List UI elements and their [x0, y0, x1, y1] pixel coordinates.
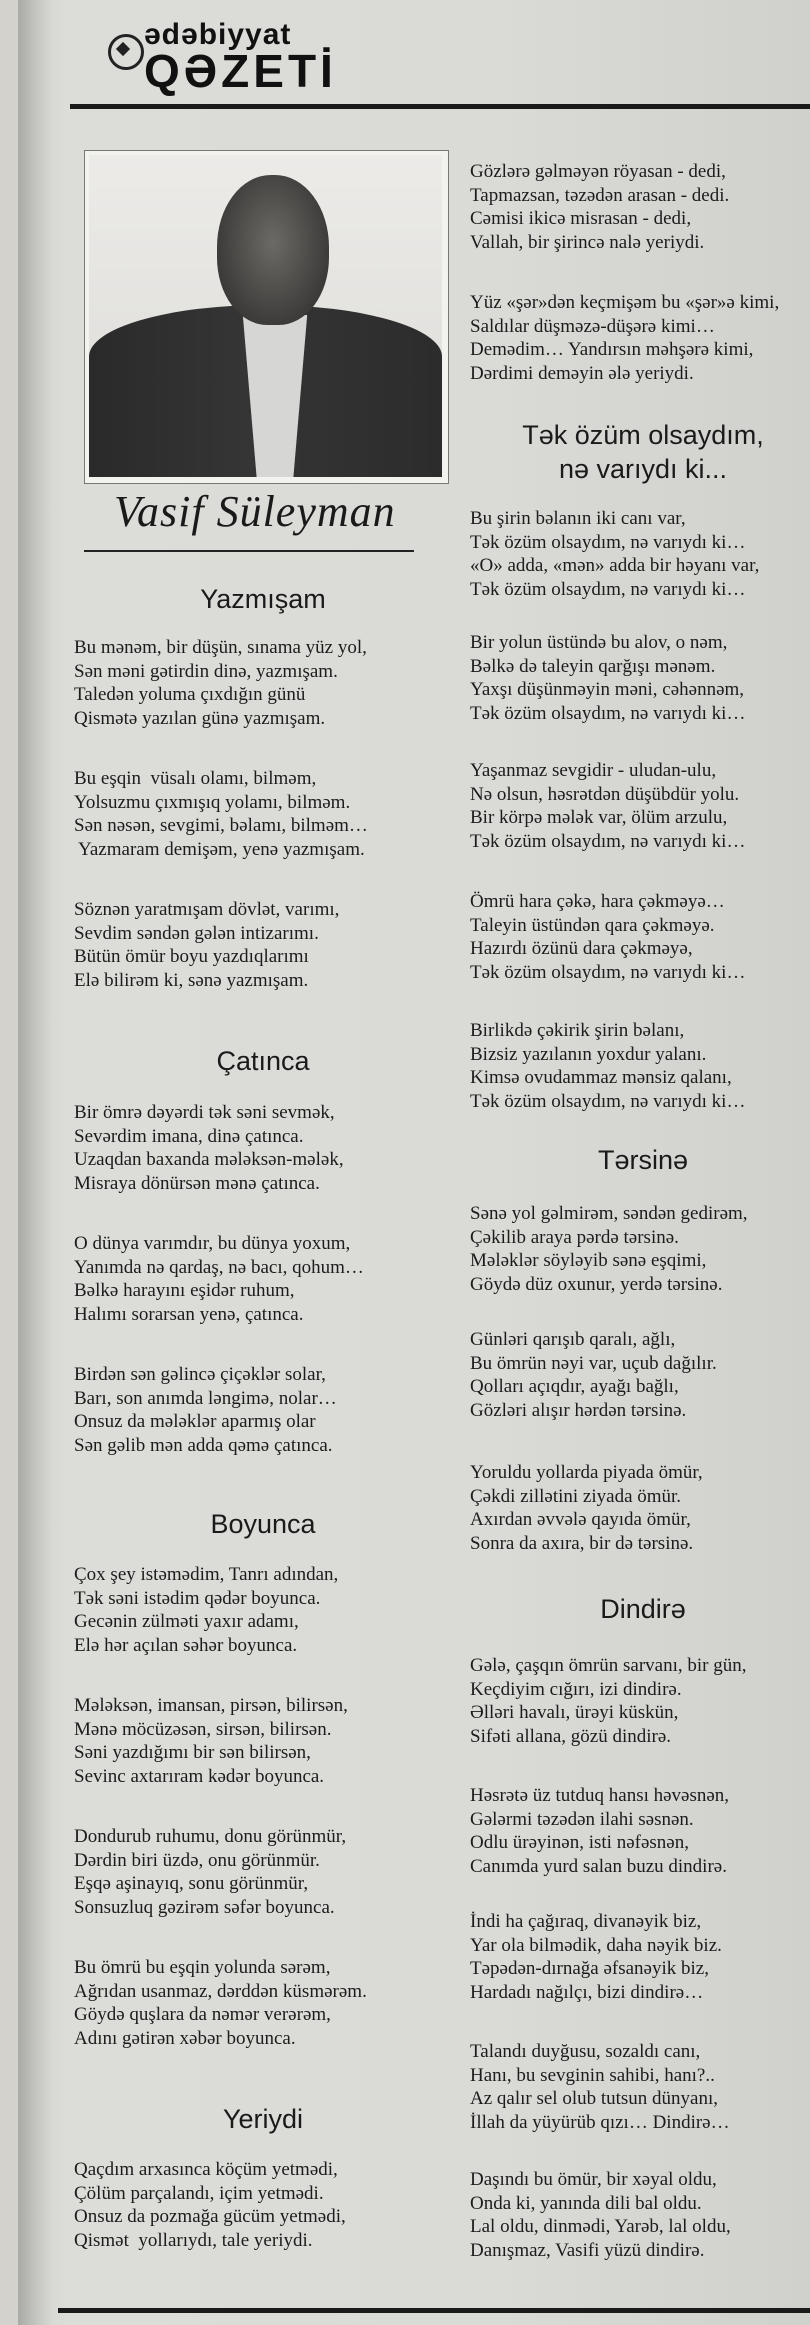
- poem-title-dindire: Dindirə: [600, 1594, 686, 1624]
- poem-title-catinca: Çatınca: [216, 1046, 310, 1076]
- poem-title-tersine: Tərsinə: [597, 1145, 689, 1175]
- stanza: Bu ömrü bu eşqin yolunda sərəm, Ağrıdan usanmaz, dərddən küsmərəm. Göydə quşlara da nəmər verərəm, Adını gətirən xəbər boyunca.: [74, 1957, 367, 2049]
- masthead: [104, 10, 404, 100]
- stanza: Birdən sən gəlincə çiçəklər solar, Barı, son anımda ləngimə, nolar… Onsuz da mələklər aparmış olar Sən gəlib mən adda qəmə çatınca.: [74, 1364, 337, 1456]
- author-name: Vasif Süleyman: [114, 487, 396, 536]
- stanza: Söznən yaratmışam dövlət, varımı, Sevdim səndən gələn intizarımı. Bütün ömür boyu yazdıqlarımı Elə bilirəm ki, sənə yazmışam.: [74, 899, 340, 991]
- stanza: Çox şey istəmədim, Tanrı adından, Tək səni istədim qədər boyunca. Gecənin zülməti yaxır adamı, Elə hər açılan səhər boyunca.: [74, 1564, 339, 1656]
- poem-title-tek-ozum-line1: Tək özüm olsaydım,: [522, 420, 764, 450]
- stanza: Dondurub ruhumu, donu görünmür, Dərdin biri üzdə, onu görünmür. Eşqə aşinayıq, sonu görünmür, Sonsuzluq gəzirəm səfər boyunca.: [74, 1826, 347, 1918]
- newspaper-emblem-icon: [108, 34, 144, 70]
- stanza: Bu mənəm, bir düşün, sınama yüz yol, Sən məni gətirdin dinə, yazmışam. Taledən yoluma çıxdığın günü Qismətə yazılan günə yazmışam.: [74, 637, 367, 729]
- page-fold-shadow: [18, 0, 52, 2325]
- stanza: Daşındı bu ömür, bir xəyal oldu, Onda ki, yanında dili bal oldu. Lal oldu, dinmədi, Yarəb, lal oldu, Danışmaz, Vasifi yüzü dindirə.: [470, 2169, 731, 2261]
- stanza: Yüz «şər»dən keçmişəm bu «şər»ə kimi, Saldılar düşməzə-düşərə kimi… Demədim… Yandırsın məhşərə kimi, Dərdimi deməyin ələ yeriydi.: [470, 292, 780, 384]
- stanza: Talandı duyğusu, sozaldı canı, Hanı, bu sevginin sahibi, hanı?.. Az qalır sel olub tutsun dünyanı, İllah da yüyürüb qızı… Dindirə…: [470, 2041, 730, 2133]
- stanza: Gələ, çaşqın ömrün sarvanı, bir gün, Keçdiyim cığırı, izi dindirə. Əlləri havalı, ürəyi küskün, Sifəti allana, gözü dindirə.: [470, 1655, 747, 1747]
- stanza: Bir ömrə dəyərdi tək səni sevmək, Sevərdim imana, dinə çatınca. Uzaqdan baxanda mələksən-mələk, Misraya dönürsən mənə çatınca.: [74, 1102, 344, 1194]
- stanza: Gözlərə gəlməyən röyasan - dedi, Tapmazsan, təzədən arasan - dedi. Cəmisi ikicə misrasan - dedi, Vallah, bir şirincə nalə yeriydi.: [470, 161, 730, 253]
- stanza: Həsrətə üz tutduq hansı həvəsnən, Gələrmi təzədən ilahi səsnən. Odlu ürəyinən, isti nəfəsnən, Canımda yurd salan buzu dindirə.: [470, 1785, 730, 1877]
- portrait-photo: [89, 155, 442, 477]
- stanza: Bir yolun üstündə bu alov, o nəm, Bəlkə də taleyin qarğışı mənəm. Yaxşı düşünməyin məni, cəhənnəm, Tək özüm olsaydım, nə varıydı ki…: [470, 632, 746, 724]
- newspaper-page: [18, 0, 810, 2325]
- stanza: Günləri qarışıb qaralı, ağlı, Bu ömrün nəyi var, uçub dağılır. Qolları açıqdır, ayağı bağlı, Gözləri alışır hərdən tərsinə.: [470, 1329, 717, 1421]
- stanza: Qaçdım arxasınca köçüm yetmədi, Çölüm parçalandı, içim yetmədi. Onsuz da pozmağa gücüm yetmədi, Qismət yollarıydı, tale yeriydi.: [74, 2159, 346, 2251]
- footer-rule: [58, 2308, 810, 2313]
- poem-title-yeriydi: Yeriydi: [222, 2104, 304, 2134]
- header-rule: [70, 104, 810, 109]
- author-rule: [84, 550, 414, 552]
- poem-title-tek-ozum-line2: nə varıydı ki...: [558, 454, 728, 484]
- stanza: Yaşanmaz sevgidir - uludan-ulu, Nə olsun, həsrətdən düşübdür yolu. Bir körpə mələk var, ölüm arzulu, Tək özüm olsaydım, nə varıydı ki…: [470, 760, 746, 852]
- stanza: Bu eşqin vüsalı olamı, bilməm, Yolsuzmu çıxmışıq yolamı, bilməm. Sən nəsən, sevgimi, bəlamı, bilməm… Yazmaram demişəm, yenə yazmışam.: [74, 768, 368, 860]
- masthead-line1: ədəbiyyat: [144, 18, 292, 51]
- stanza: Sənə yol gəlmirəm, səndən gedirəm, Çəkilib araya pərdə tərsinə. Mələklər söyləyib sənə eşqimi, Göydə düz oxunur, yerdə tərsinə.: [470, 1203, 748, 1295]
- stanza: Mələksən, imansan, pirsən, bilirsən, Mənə möcüzəsən, sirsən, bilirsən. Səni yazdığımı bir sən bilirsən, Sevinc axtarıram kədər boyunca.: [74, 1695, 348, 1787]
- stanza: Ömrü hara çəkə, hara çəkməyə… Taleyin üstündən qara çəkməyə. Hazırdı özünü dara çəkməyə, Tək özüm olsaydım, nə varıydı ki…: [470, 891, 746, 983]
- stanza: Bu şirin bəlanın iki canı var, Tək özüm olsaydım, nə varıydı ki… «O» adda, «mən» adda bir həyanı var, Tək özüm olsaydım, nə varıydı ki…: [470, 508, 760, 600]
- portrait-head: [217, 175, 329, 325]
- stanza: O dünya varımdır, bu dünya yoxum, Yanımda nə qardaş, nə bacı, qohum… Bəlkə harayını eşidər ruhum, Halımı sorarsan yenə, çatınca.: [74, 1233, 364, 1325]
- author-portrait: [84, 150, 449, 484]
- stanza: Yoruldu yollarda piyada ömür, Çəkdi zillətini ziyada ömür. Axırdan əvvələ qayıda ömür, Sonra da axıra, bir də tərsinə.: [470, 1462, 703, 1554]
- stanza: Birlikdə çəkirik şirin bəlanı, Bizsiz yazılanın yoxdur yalanı. Kimsə ovudammaz mənsiz qalanı, Tək özüm olsaydım, nə varıydı ki…: [470, 1020, 746, 1112]
- poem-title-boyunca: Boyunca: [210, 1509, 316, 1539]
- poem-title-yazmisam: Yazmışam: [200, 584, 326, 614]
- masthead-line2: QƏZETİ: [144, 45, 337, 97]
- stanza: İndi ha çağıraq, divanəyik biz, Yar ola bilmədik, daha nəyik biz. Təpədən-dırnağa əfsanəyik biz, Hardadı nağılçı, bizi dindirə…: [470, 1911, 722, 2003]
